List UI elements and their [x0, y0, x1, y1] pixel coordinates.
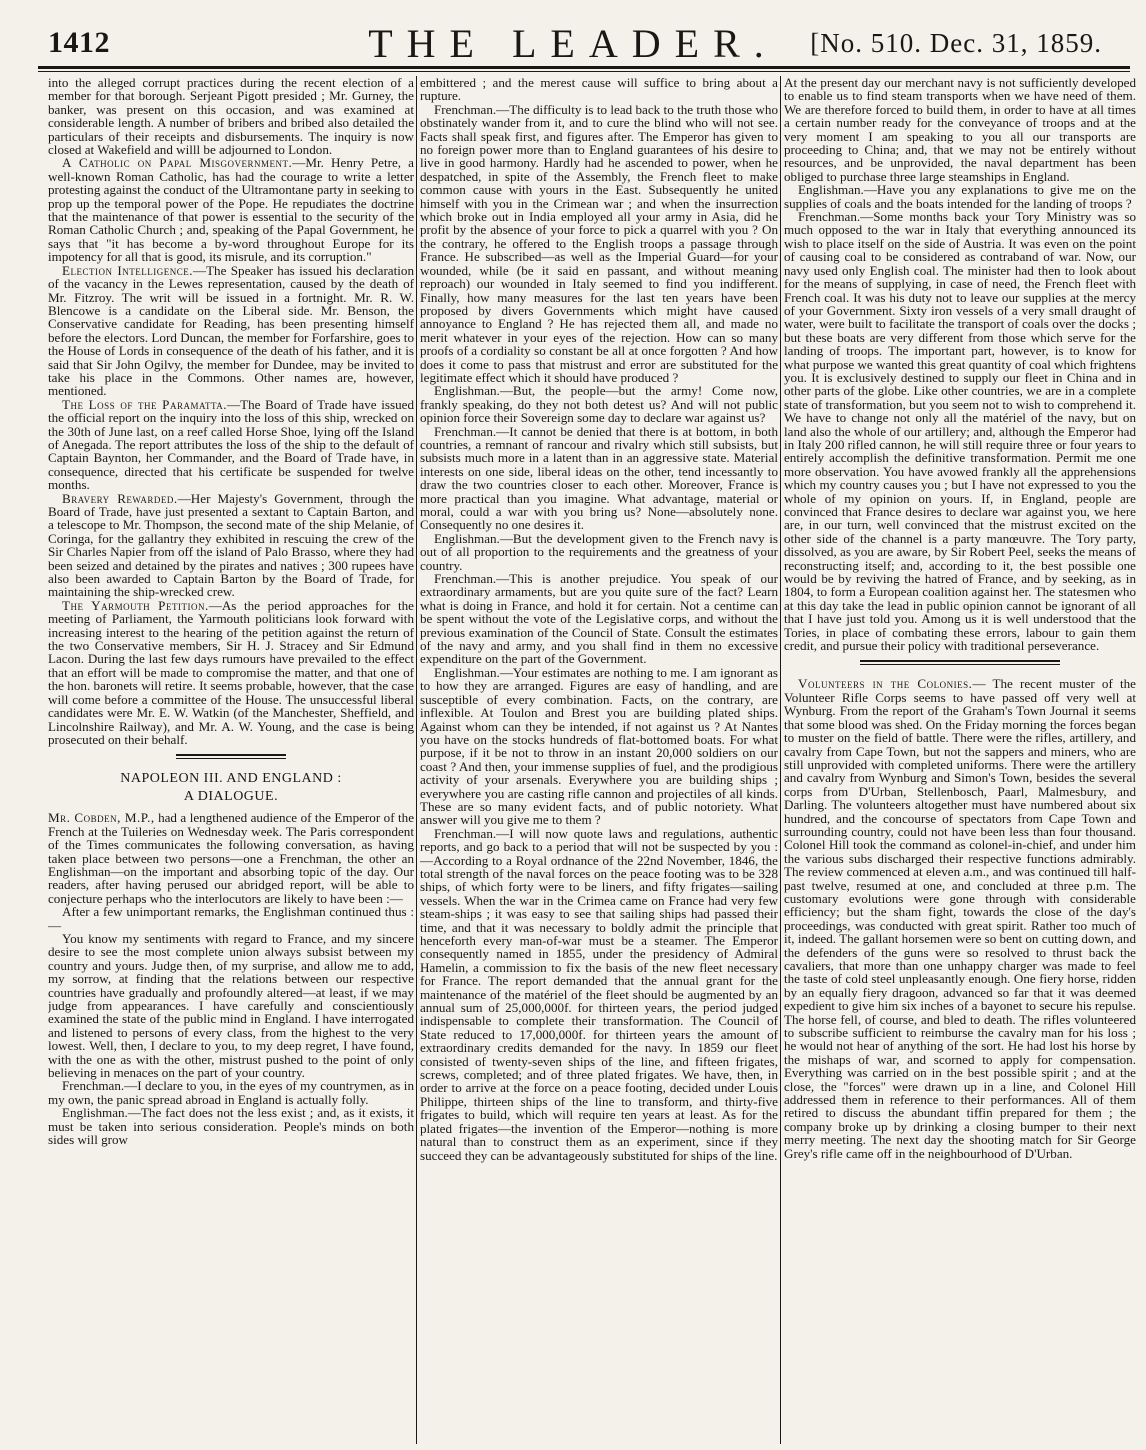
section-heading: A Catholic on Papal Misgovernment. — [62, 155, 293, 171]
paragraph — [48, 156, 414, 263]
article-subhead: A DIALOGUE. — [183, 789, 279, 805]
column-2 — [420, 76, 778, 1444]
paragraph: Englishman.—The fact does not the less exist ; and, as it exists, it must be taken into serious consideration. People's minds on both sides will grow — [48, 1105, 414, 1148]
column-rule — [780, 76, 781, 1444]
paragraph: Englishman.—But the development given to the French navy is out of all proportion to the requirements and the greatness of your country. — [420, 530, 778, 573]
paragraph: embittered ; and the merest cause will suffice to bring about a rupture. — [420, 76, 778, 104]
page-number: 1412 — [48, 26, 110, 59]
paragraph: Frenchman.—I will now quote laws and regulations, authentic reports, and go back to a period that will not be suspected by you :—According to a Royal ordnance of the 22nd November, 1846, the total strength of the naval forces on the peace footing was to be 328 ships, of which forty were to be liners, and fifty frigates—sailing vessels. When the war in the Crimea came on France had very few steam-ships ; it was easy to see that sailing ships had passed their time, and that it was necessary to boldly admit the principle that henceforth every man-of-war must be a steamer. The Emperor consequently named in 1855, under the presidency of Admiral Hamelin, a commission to fix the basis of the new fleet necessary for France. The report demanded that the annual grant for the maintenance of the matériel of the fleet should be augmented by an annual sum of 25,000,000f. for thirteen years, the period judged indispensable to complete their transformation. The Council of State reduced to 17,000,000f. for thirteen years the amount of extraordinary credits demanded for the navy. In 1859 our fleet consisted of twenty-seven ships of the line, and fifteen frigates, screws, completed; and of three plated frigates. We have, then, in order to arrive at the force on a peace footing, decided under Louis Philippe, thirteen ships of the line to transform, and thirty-five frigates to build, which will require ten years at least. As for the plated frigates—the invention of the Emperor—nothing is more natural than to construct them as an experiment, since if they succeed they can be advantageously substituted for ships of the line. — [420, 825, 778, 1163]
paragraph: Frenchman.—Some months back your Tory Ministry was so much opposed to the war in Italy that everything announced its wish to place itself on the side of Austria. It was even on the point of causing coal to be considered as contraband of war. Now, our navy used only English coal. The minister had then to look about for the means of supplying, in case of need, the French fleet with French coal. It was his duty not to leave our supplies at the mercy of your Government. Sixty iron vessels of a very small draught of water, were built to facilitate the transport of coals over the docks ; but these boats are very different from those which serve for the landing of troops. The important part, however, is to know for what purpose we wanted this great quantity of coal which frightens you. It is exclusively destined to supply our fleet in China and in other parts of the globe. Like other countries, we are in a complete state of transformation, but you seem not to wish to comprehend it. We have to change not only all the matériel of the navy, but on land also the whole of our artillery; and, although the Emperor had in Italy 200 rifled cannon, he will still require three or four years to entirely accomplish the definitive transformation. Permit me one more observation. You have avowed frankly all the apprehensions which my country causes you ; but I have not expressed to you the whole of my opinion on yours. If, in England, people are convinced that France desires to declare war against you, we here are, in our turn, well convinced that the mistrust excited on the other side of the channel is a party manœuvre. The Tory party, dissolved, as you are aware, by Sir Robert Peel, seeks the means of reconstructing itself; and, according to it, the best possible one would be by reviving the hatred of France, and by seeking, as in 1804, to form a European coalition against her. The statesmen who at this day take the lead in public opinion cannot be ignorant of all that I have just told you. Among us it is well understood that the Tories, in place of combating these errors, labour to gain them credit, and pursue their policy with traditional perseverance. — [784, 209, 1136, 654]
section-heading: Bravery Rewarded. — [62, 490, 178, 506]
paragraph: Englishman.—Have you any explanations to give me on the supplies of coals and the boats intended for the landing of troops ? — [784, 182, 1136, 211]
newspaper-title: THE LEADER. — [368, 21, 778, 66]
section-heading: The Yarmouth Petition. — [62, 597, 209, 613]
column-rule — [416, 76, 417, 1444]
paragraph: Englishman.—Your estimates are nothing to me. I am ignorant as to how they are arranged. Figures are easy of handling, and are susceptible of every combination. Facts, on the contrary, are inflexible. At Toulon and Brest you are building plated ships. Against whom can they be intended, if not against us ? At Nantes you have on the stocks hundreds of flat-bottomed boats. For what purpose, if it be not to throw in an instant 20,000 soldiers on our coast ? And then, your immense supplies of fuel, and the prodigious activity of your arsenals. Everywhere you are building ships ; everywhere you are casting rifle cannon and projectiles of all kinds. These are so many evident facts, and of public notoriety. What answer will you give me to them ? — [420, 664, 778, 828]
paragraph: Englishman.—But, the people—but the army! Come now, frankly speaking, do they not both detest us? And will not public opinion force their Sovereign some day to declare war against us? — [420, 383, 778, 426]
issue-date: [No. 510. Dec. 31, 1859. — [810, 28, 1102, 58]
paragraph — [48, 811, 414, 905]
paragraph: After a few unimportant remarks, the Englishman continued thus :— — [48, 904, 414, 933]
paragraph: Frenchman.—It cannot be denied that there is at bottom, in both countries, a remnant of rancour and rivalry which still subsists, but subsists much more in a latent than in an aggressive state. Material interests on one side, liberal ideas on the other, tend incessantly to draw the two countries closer to each other. Moreover, France is more practical than you imagine. What advantage, material or moral, could a war with you bring us? None—absolutely none. Consequently no one desires it. — [420, 423, 778, 533]
paragraph-text: —Her Majesty's Government, through the Board of Trade, have just presented a sextant to Captain Barton, and a telescope to Mr. Thompson, the second mate of the ship Melanie, of Coringa, for the gallantry they exhibited in rescuing the crew of the Sir Charles Napier from off the island of Palo Brasso, where they had been seized and detained by the pirates and natives ; 300 rupees have also been awarded to Captain Barton by the Board of Trade, for maintaining the ship-wrecked crew. — [48, 490, 414, 600]
paragraph — [48, 398, 414, 492]
paragraph-text: —Mr. Henry Petre, a well-known Roman Catholic, has had the courage to write a letter protesting against the conduct of the Ultramontane party in seeking to prop up the temporal power of the Pope. He repudiates the doctrine that the maintenance of that power is essential to the security of the Roman Catholic Church ; and, speaking of the Papal Government, he says that "it has become a by-word throughout Europe for its impotency for all that is good, its misrule, and its corruption." — [48, 155, 414, 265]
column-3 — [784, 76, 1136, 1444]
paragraph — [48, 264, 414, 398]
section-heading: Election Intelligence. — [62, 262, 193, 278]
paragraph-text: —As the period approaches for the meeting of Parliament, the Yarmouth politicians look forward with increasing interest to the hearing of the petition against the return of the two Conservative members, Sir H. J. Stracey and Sir Edmund Lacon. During the last few days rumours have prevailed to the effect that an effort will be made to compromise the matter, and that one of the hon. baronets will retire. It seems probable, however, that the case will come before a committee of the House. The unsuccessful liberal candidates were Mr. E. W. Watkin (of the Manchester, Sheffield, and Lincolnshire Railway), and Mr. A. W. Young, and the case is being prosecuted on their behalf. — [48, 597, 414, 747]
paragraph — [784, 677, 1136, 1160]
paragraph: Frenchman.—This is another prejudice. You speak of our extraordinary armaments, but are you quite sure of the fact? Learn what is doing in France, and hold it for certain. Not a centime can be spent without the vote of the Legislative corps, and without the previous examination of the Council of State. Consult the estimates of the navy and army, and you shall find in them no excessive expenditure on the part of the Government. — [420, 571, 778, 667]
column-1 — [48, 76, 414, 1444]
paragraph: At the present day our merchant navy is not sufficiently developed to enable us to find steam transports when we have need of them. We are therefore forced to build them, in order to have at all times a certain number ready for the conveyance of troops and at the very moment I am speaking to you all our transports are proceeding to China; and, that we may not be entirely without resources, and be unprovided, the naval department has been obliged to purchase three large steamships in England. — [784, 76, 1136, 184]
paragraph: You know my sentiments with regard to France, and my sincere desire to see the most complete union always subsist between my country and yours. Judge then, of my surprise, and allow me to add, my sorrow, at finding that the relations between our respective countries have gradually and profoundly altered—at least, if we may judge from appearances. I have carefully and conscientiously examined the state of the public mind in England. I have interrogated and listened to persons of every class, from the highest to the very lowest. Well, then, I declare to you, to my deep regret, I have found, with the one as with the other, mistrust pushed to the point of only believing in menaces on the part of your country. — [48, 930, 414, 1081]
masthead-rule — [38, 66, 1130, 69]
section-divider — [176, 754, 286, 759]
section-heading: The Loss of the Paramatta. — [62, 396, 228, 412]
masthead-rule-thin — [38, 71, 1130, 72]
paragraph-text: — The recent muster of the Volunteer Rifle Corps seems to have passed off very well at Wynburg. From the report of the Graham's Town Journal it seems that some blood was shed. On the Friday morning the forces began to muster on the field of battle. There were the rifles, artillery, and cavalry from Cape Town, but not the sappers and miners, who are still unprovided with completed uniforms. There were the artillery and cavalry from Wynburg and Simon's Town, besides the several corps from D'Urban, Stellenbosch, Paarl, Malmesbury, and Darling. The volunteers altogether must have numbered about six hundred, and the concourse of spectators from Cape Town and surrounding country, could not have been less than four thousand. Colonel Hill took the command as colonel-in-chief, and under him the various subs discharged their respective functions admirably. The review commenced at eleven a.m., and was continued till half-past twelve, resumed at one, and concluded at three p.m. The customary evolutions were gone through with considerable efficiency; but the sham fight, towards the close of the day's proceedings, was conducted with great spirit. Rather too much of it, indeed. The gallant horsemen were so bent on cutting down, and the defenders of the guns were so resolved to thrust back the cavaliers, that more than one unhappy charger was made to feel the taste of cold steel unpleasantly enough. One fiery horse, ridden by an equally fiery dragoon, advanced so far that it was deemed expedient to give him six inches of a bayonet to secure his repulse. The horse fell, of course, and bled to death. The rifles volunteered to subscribe sufficient to reimburse the cavalry man for his loss ; he would not hear of anything of the sort. He had lost his horse by the mishaps of war, and scorned to apply for compensation. Everything was carried on in the best possible spirit ; and at the close, the "forces" were drawn up in a line, and Colonel Hill addressed them in reference to their performances. All of them retired to discuss the abundant tiffin prepared for them ; the company broke up by drinking a closing bumper to their next merry meeting. The next day the shooting match for Sir George Grey's rifle came off in the neighbourhood of D'Urban. — [784, 676, 1136, 1161]
paragraph-text: —The Speaker has issued his declaration of the vacancy in the Lewes representation, caused by the death of Mr. Fitzroy. The writ will be issued in a fortnight. Mr. R. W. Blencowe is a candidate on the Liberal side. Mr. Benson, the Conservative candidate for Reading, has been presenting himself before the electors. Lord Duncan, the member for Forfarshire, goes to the House of Lords in consequence of the death of his father, and it is said that Sir John Ogilvy, the member for Dundee, may be invited to take his place in the Commons. Other names are, however, mentioned. — [48, 262, 414, 399]
paragraph — [48, 492, 414, 599]
lead-in: Mr. Cobden, M.P., — [48, 810, 155, 826]
section-heading: Volunteers in the Colonies. — [798, 676, 973, 692]
section-divider — [860, 660, 1060, 665]
paragraph — [48, 599, 414, 746]
article-headline: NAPOLEON III. AND ENGLAND : — [120, 771, 342, 787]
paragraph: into the alleged corrupt practices during the recent election of a member for that borough. Serjeant Pigott presided ; Mr. Gurney, the banker, was present on this occasion, and was examined at considerable length. A number of bribers and bribed also detailed the particulars of their receipts and disbursements. The inquiry is now closed at Wakefield and willl be adjourned to London. — [48, 76, 414, 158]
paragraph: Frenchman.—The difficulty is to lead back to the truth those who obstinately wander from it, and to cure the blind who will not see. Facts shall speak first, and figures after. The Emperor has given to no foreign power more than to England guarantees of his desire to live in good harmony. Hardly had he ascended to power, when he despatched, in spite of the Assembly, the French fleet to make common cause with yours in the East. Subsequently he united himself with you in the Crimean war ; and when the insurrection which broke out in India employed all your army in Asia, did he profit by the absence of your force to pick a quarrel with you ? On the contrary, he offered to the English troops a passage through France. He subscribed—as well as the Imperial Guard—for your wounded, while (be it said en passant, and without meaning reproach) our wounded in Italy seemed to find you indifferent. Finally, how many measures for the last ten years have been proposed by divers Governments which might have caused annoyance to England ? He has rejected them all, and made no merit whatever in your eyes of the rejection. How can so many proofs of a cordiality so constant be all at once forgotten ? And how does it come to pass that mistrust and error are substituted for the legitimate effect which it should have produced ? — [420, 101, 778, 385]
paragraph-text: —The Board of Trade have issued the official report on the inquiry into the loss of this ship, wrecked on the 30th of June last, on a reef called Horse Shoe, lying off the Island of Anegada. The report attributes the loss of the ship to the default of Captain Baynton, her Commander, and the Board of Trade have, in consequence, directed that his certificate be suspended for twelve months. — [48, 396, 414, 493]
paragraph-text: had a lengthened audience of the Emperor of the French at the Tuileries on Wednesday week. The Paris correspondent of the Times communicates the following conversation, as having taken place between two persons—one a Frenchman, the other an Englishman—on the important and absorbing topic of the day. Our readers, after having perused our abridged report, will be able to conjecture perhaps who the interlocutors are likely to have been :— — [48, 810, 414, 906]
paragraph: Frenchman.—I declare to you, in the eyes of my countrymen, as in my own, the panic spread abroad in England is actually folly. — [48, 1078, 414, 1107]
masthead — [10, 12, 1136, 68]
